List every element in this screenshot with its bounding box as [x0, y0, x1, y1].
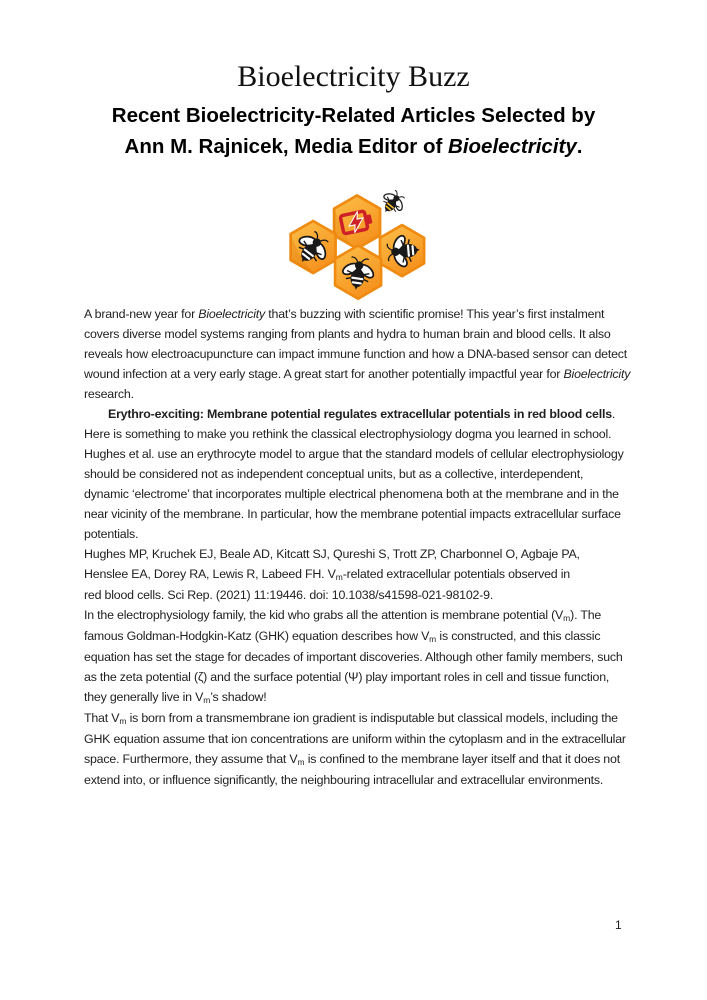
text-run: Here is something to make you rethink the classical electrophysiology dogma you learned in school. Hughes et al. use an erythrocyte model to argue that the standard models of cellular electrophysiology should be considered not as independent conceptual units, but as a collective, interdependent, dynamic ‘electrome’ that incorporates multiple electrical phenomena both at the membrane and in the near vicinity of the membrane. In particular, how the membrane potential impacts extracellular surface potentials. [84, 427, 624, 541]
text-run: -related extracellular potentials observed in red blood cells. Sci Rep. (2021) 11:19446. doi: 10.1038/s41598-021-98102-9. [84, 567, 570, 602]
subtitle-line-1 [0, 100, 707, 131]
paragraph-gradient [84, 708, 631, 790]
honeycomb-bees-illustration [0, 186, 707, 304]
text-run: . [576, 135, 583, 158]
text-run: m [563, 612, 571, 623]
page-title: Bioelectricity Buzz [237, 60, 470, 93]
page-number: 1 [615, 918, 622, 932]
text-run: m [335, 571, 343, 582]
text-run: ’s shadow! [210, 690, 267, 704]
text-run: Bioelectricity [563, 367, 631, 381]
text-run: . [611, 407, 616, 421]
text-run: m [297, 756, 305, 767]
text-run: Recent Bioelectricity-Related Articles Selected by [111, 104, 596, 127]
document-body [0, 304, 707, 790]
text-run: Bioelectricity [448, 135, 577, 158]
subtitle-line-2 [0, 131, 707, 162]
text-run: Bioelectricity [198, 307, 266, 321]
text-run: m [119, 715, 127, 726]
text-run: is born from a transmembrane ion gradient is indisputable but classical models, including the GHK equation assume that ion concentrations are uniform within the cytoplasm and in the extracellular space. Furthermore, they assume that V [84, 711, 626, 766]
text-run: A brand-new year for [84, 307, 199, 321]
text-run: that’s buzzing with scientific promise! This year’s first instalment covers diverse model systems ranging from plants and hydra to human brain and blood cells. It also reveals how electroacupuncture can impact immune function and how a DNA-based sensor can detect wound infection at a very early stage. A great start for another potentially impactful year for [84, 307, 628, 381]
text-run: In the electrophysiology family, the kid who grabs all the attention is membrane potential (V [84, 608, 564, 622]
text-run: is constructed, and this classic equation has set the stage for decades of important discoveries. Although other family members, such as the zeta potential (ζ) and the surface potential (Ψ) play important roles in cell and tissue function, they generally live in V [84, 629, 623, 704]
text-run: is confined to the membrane layer itself and that it does not extend into, or influence significantly, the neighbouring intracellular and extracellular environments. [84, 752, 620, 787]
article-heading [84, 404, 631, 424]
text-run: Ann M. Rajnicek, Media Editor of [124, 135, 449, 158]
text-run: research. [84, 387, 134, 401]
text-run: m [429, 633, 437, 644]
text-run: Hughes MP, Kruchek EJ, Beale AD, Kitcatt SJ, Qureshi S, Trott ZP, Charbonnel O, Agbaje PA, Henslee EA, Dorey RA, Lewis R, Labeed FH. V [84, 547, 580, 581]
citation-block [84, 544, 580, 605]
paragraph-dogma [84, 424, 631, 544]
text-run: ). The famous Goldman-Hodgkin-Katz (GHK) equation describes how V [84, 608, 602, 643]
intro-paragraph [84, 304, 631, 404]
text-run: m [203, 694, 211, 705]
page-subtitle [0, 100, 707, 162]
honeycomb-svg [262, 186, 446, 304]
text-run: Erythro-exciting: Membrane potential regulates extracellular potentials in red blood cells [108, 407, 612, 421]
text-run: That V [84, 711, 120, 725]
paragraph-family [84, 605, 631, 708]
